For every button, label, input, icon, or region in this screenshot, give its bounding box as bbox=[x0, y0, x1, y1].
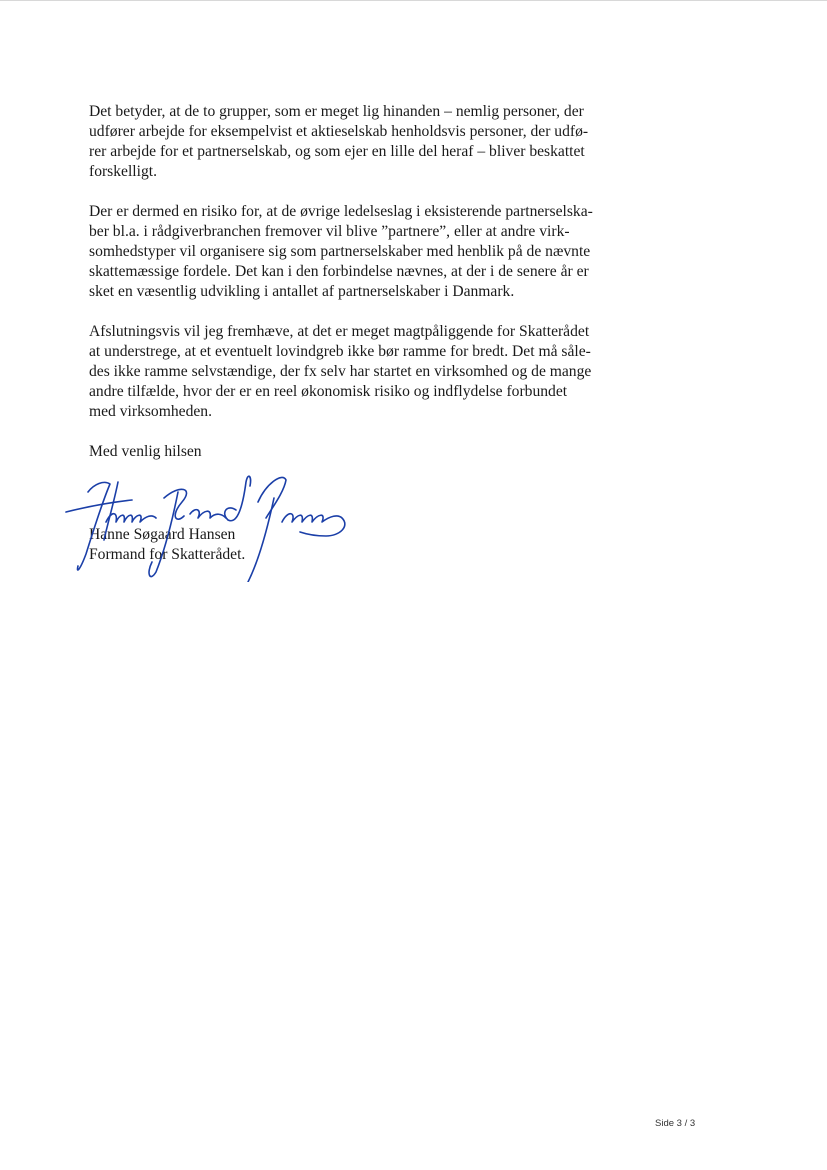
paragraph-2: Der er dermed en risiko for, at de øvrige ledelseslag i eksisterende partnerselska- ber bl.a. i rådgiverbranchen fremover vil blive ”partnere”, eller at andre virk- somhedstyper vil organisere sig som partnerselskaber med henblik på de nævnte skattemæssige fordele. Det kan i den forbindelse nævnes, at der i de senere år er sket en væsentlig udvikling i antallet af partnerselskaber i Danmark. bbox=[89, 203, 593, 300]
letter-body bbox=[89, 102, 649, 462]
signer-name: Hanne Søgaard Hansen bbox=[89, 526, 236, 543]
signer-title: Formand for Skatterådet. bbox=[89, 546, 246, 563]
signature-block bbox=[89, 525, 245, 565]
page-edge bbox=[0, 0, 827, 1]
paragraph-3: Afslutningsvis vil jeg fremhæve, at det er meget magtpåliggende for Skatterådet at understrege, at et eventuelt lovindgreb ikke bør ramme for bredt. Det må såle- des ikke ramme selvstændige, der fx selv har startet en virksomhed og de mange andre tilfælde, hvor der er en reel økonomisk risiko og indflydelse forbundet med virksomheden. bbox=[89, 323, 592, 420]
paragraph-1: Det betyder, at de to grupper, som er meget lig hinanden – nemlig personer, der udfører arbejde for eksempelvist et aktieselskab henholdsvis personer, der udfø- rer arbejde for et partnerselskab, og som ejer en lille del heraf – bliver beskattet forskelligt. bbox=[89, 103, 589, 180]
closing-salutation: Med venlig hilsen bbox=[89, 443, 202, 460]
page-number: Side 3 / 3 bbox=[655, 1118, 696, 1129]
